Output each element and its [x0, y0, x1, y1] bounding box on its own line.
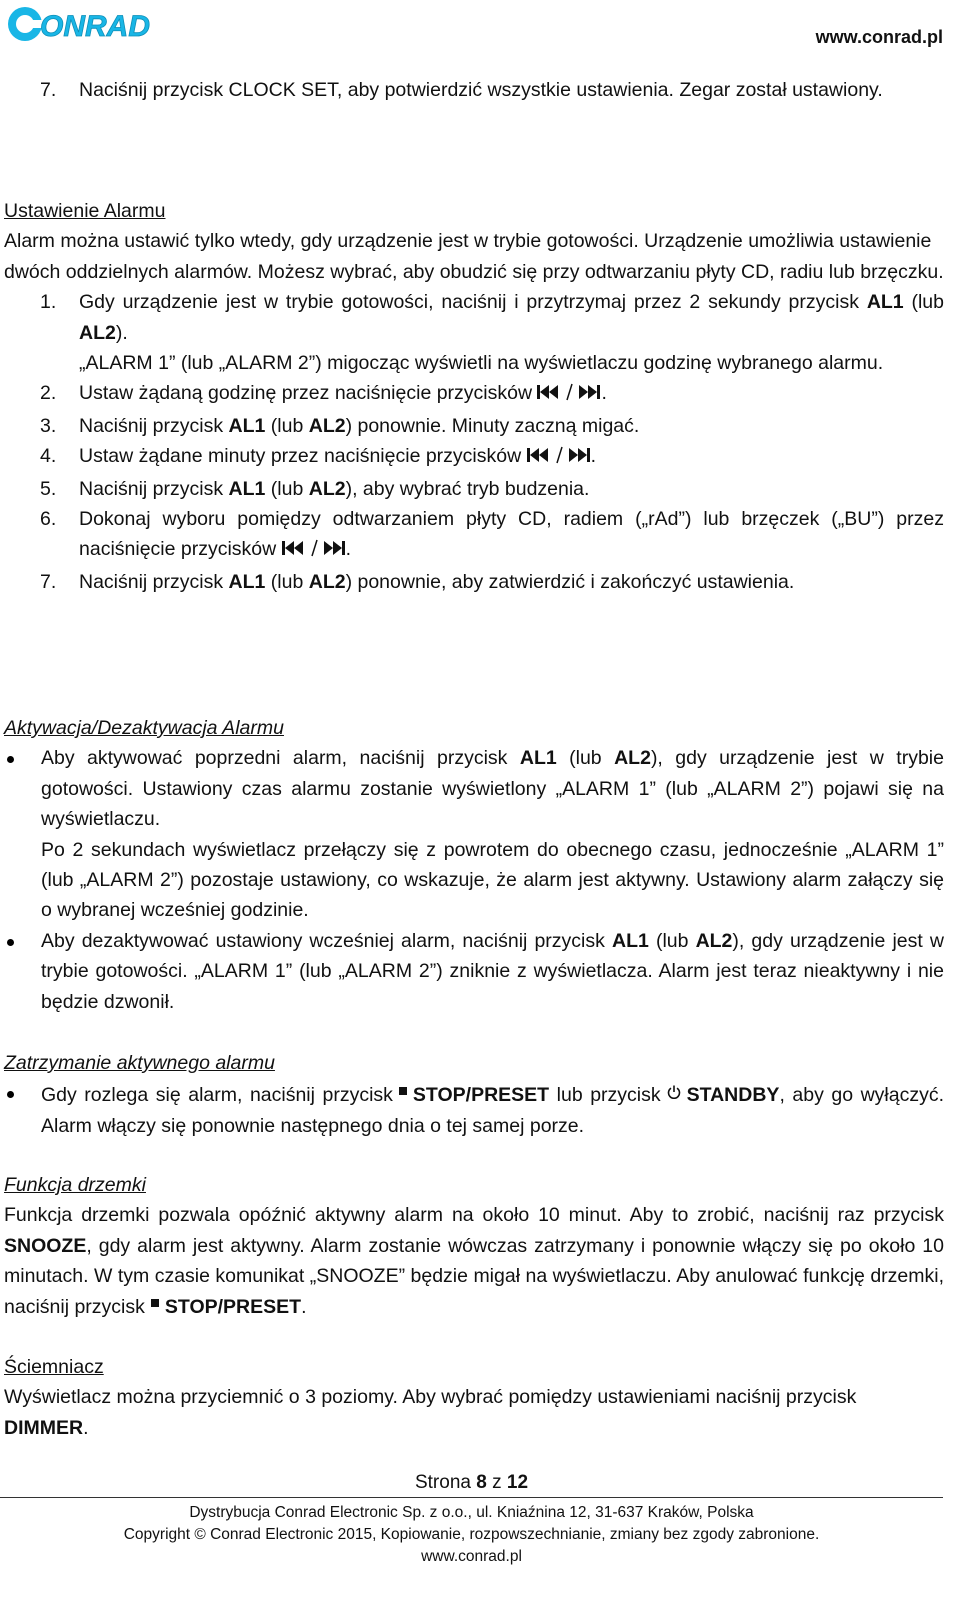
alarm-step-5: [4, 474, 944, 504]
heading-dimmer: Ściemniacz: [4, 1356, 104, 1378]
key-dimmer: DIMMER: [4, 1416, 84, 1439]
alarm-step-6: [4, 504, 944, 567]
snooze-text: [4, 1200, 944, 1322]
step-text: (lub: [265, 570, 309, 593]
step-text: (lub: [265, 477, 309, 500]
stop-icon: [151, 1299, 159, 1307]
alarm-step-1: [4, 287, 944, 348]
bullet-icon: [7, 756, 14, 763]
snooze-text-part: , gdy alarm jest aktywny. Alarm zostanie wówczas zatrzymany i ponownie włączy się po około 10 minutach. W tym czasie komunikat „SNOOZE” będzie migał na wyświetlaczu. Aby anulować funkcję drzemki, naciśnij przycisk: [4, 1234, 944, 1318]
step-text: Gdy urządzenie jest w trybie gotowości, naciśnij i przytrzymaj przez 2 sekundy przycisk: [79, 291, 867, 314]
dimmer-text-part: .: [83, 1416, 89, 1439]
step-number: 2.: [40, 382, 57, 405]
key-al1: AL1: [612, 929, 649, 952]
key-stop-preset: STOP/PRESET: [164, 1295, 302, 1318]
step-text: ) ponownie, aby zatwierdzić i zakończyć ustawienia.: [345, 570, 795, 593]
step-text: Ustaw żądaną godzinę przez naciśnięcie przycisków: [79, 382, 533, 405]
snooze-text-part: Funkcja drzemki pozwala opóźnić aktywny alarm na około 10 minut. Aby to zrobić, naciśnij raz przycisk: [4, 1204, 944, 1227]
bullet-text: Aby aktywować poprzedni alarm, naciśnij przycisk: [41, 747, 520, 770]
heading-activation: Aktywacja/Dezaktywacja Alarmu: [4, 717, 284, 739]
footer-divider: [0, 1497, 943, 1498]
conrad-logo: [6, 4, 162, 44]
power-icon: [667, 1078, 681, 1108]
step-text: .: [590, 445, 597, 468]
alarm-step-3: [4, 411, 944, 441]
step-text: Naciśnij przycisk CLOCK SET, aby potwierdzić wszystkie ustawienia. Zegar został ustawiony.: [79, 79, 883, 101]
alarm-step-7: [4, 567, 944, 597]
bullet-text: (lub: [648, 929, 696, 952]
bullet-icon: [7, 939, 14, 946]
heading-snooze: Funkcja drzemki: [4, 1174, 146, 1196]
key-al1: AL1: [519, 747, 557, 770]
bullet-text: ), gdy urządzenie jest w trybie gotowości. Ustawiony czas alarmu zostanie wyświetlony „ALARM 1” (lub „ALARM 2”) pojawi się na wyświetlaczu.: [41, 747, 944, 831]
alarm-step-2: [4, 378, 944, 410]
key-al1: AL1: [228, 414, 266, 437]
key-snooze: SNOOZE: [4, 1234, 87, 1257]
key-al1: AL1: [228, 477, 266, 500]
key-al1: AL1: [866, 291, 904, 314]
heading-stop-alarm: Zatrzymanie aktywnego alarmu: [4, 1052, 275, 1074]
footer-distributor: Dystrybucja Conrad Electronic Sp. z o.o., ul. Kniaźnina 12, 31-637 Kraków, Polska: [189, 1504, 754, 1521]
dimmer-text: [4, 1382, 944, 1443]
step-text: ) ponownie. Minuty zaczną migać.: [345, 414, 640, 437]
step-text: (lub: [903, 291, 945, 314]
step-number: 5.: [40, 477, 57, 500]
step-number: 7.: [40, 79, 57, 101]
section-alarm-setting: [4, 196, 944, 597]
key-al2: AL2: [308, 414, 346, 437]
key-al2: AL2: [308, 570, 346, 593]
step-number: 3.: [40, 414, 57, 437]
key-al2: AL2: [614, 747, 651, 770]
step-number: 7.: [40, 570, 57, 593]
stop-alarm-bullet: [4, 1078, 944, 1141]
bullet-text: Gdy rozlega się alarm, naciśnij przycisk: [41, 1084, 393, 1107]
page-label: z: [486, 1472, 507, 1493]
site-url[interactable]: www.conrad.pl: [815, 27, 943, 47]
step-7-clock-set: [4, 75, 944, 105]
key-al2: AL2: [79, 321, 116, 344]
bullet-text: ), gdy urządzenie jest w trybie gotowości. „ALARM 1” (lub „ALARM 2”) zniknie z wyświetlacza. Alarm jest teraz nieaktywny i nie będzie dzwonił.: [41, 929, 944, 1013]
footer-copyright: Copyright © Conrad Electronic 2015, Kopiowanie, rozpowszechnianie, zmiany bez zgody zabronione.: [123, 1526, 820, 1543]
key-stop-preset: STOP/PRESET: [412, 1084, 550, 1107]
step-text: Naciśnij przycisk: [79, 414, 229, 437]
alarm-step-1-note: „ALARM 1” (lub „ALARM 2”) migocząc wyświetli na wyświetlaczu godzinę wybranego alarmu.: [79, 352, 884, 375]
bullet-icon: [7, 1091, 14, 1098]
step-number: 6.: [40, 508, 57, 531]
step-text: ).: [115, 321, 128, 344]
step-text: Naciśnij przycisk: [79, 477, 229, 500]
page-total: 12: [506, 1472, 529, 1493]
step-text: (lub: [265, 414, 309, 437]
bullet-text: lub przycisk: [549, 1084, 661, 1107]
key-al2: AL2: [308, 477, 346, 500]
snooze-text-part: .: [301, 1295, 307, 1318]
bullet-text: , aby go wyłączyć. Alarm włączy się ponownie następnego dnia o tej samej porze.: [41, 1084, 944, 1137]
step-text: .: [601, 382, 607, 405]
section-stop-alarm: [4, 1048, 944, 1141]
page-number: [0, 1472, 943, 1494]
section-activation: [4, 713, 944, 1017]
key-al2: AL2: [695, 929, 733, 952]
heading-alarm-setting: Ustawienie Alarmu: [4, 200, 166, 222]
svg-text:ONRAD: ONRAD: [40, 10, 150, 43]
section-snooze: [4, 1170, 944, 1322]
step-text: Dokonaj wyboru pomiędzy odtwarzaniem płyty CD, radiem („rAd”) lub brzęczek („BU”) przez naciśnięcie przycisków: [79, 508, 944, 561]
skip-prev-next-icon: [282, 536, 346, 566]
step-text: Naciśnij przycisk: [79, 570, 229, 593]
bullet-text: Aby dezaktywować ustawiony wcześniej alarm, naciśnij przycisk: [41, 929, 612, 952]
activation-bullet-2: [4, 926, 944, 1017]
activation-bullet-1-cont: Po 2 sekundach wyświetlacz przełączy się z powrotem do obecnego czasu, jednocześnie „ALARM 1” (lub „ALARM 2”) pozostaje ustawiony, co wskazuje, że alarm jest aktywny. Ustawiony alarm załączy się o wybranej wcześniej godzinie.: [41, 838, 944, 922]
activation-bullet-1: [4, 743, 944, 834]
key-standby: STANDBY: [686, 1084, 780, 1107]
step-text: .: [345, 538, 352, 561]
step-number: 4.: [40, 445, 57, 468]
alarm-step-4: [4, 441, 944, 473]
step-text: Ustaw żądane minuty przez naciśnięcie przycisków: [79, 445, 522, 468]
section-dimmer: [4, 1352, 944, 1443]
footer-url[interactable]: www.conrad.pl: [421, 1548, 522, 1565]
dimmer-text-part: Wyświetlacz można przyciemnić o 3 poziomy. Aby wybrać pomiędzy ustawieniami naciśnij przycisk: [4, 1386, 857, 1409]
skip-prev-next-icon: [527, 443, 591, 473]
page-label: Strona: [414, 1472, 477, 1493]
bullet-text: (lub: [556, 747, 615, 770]
step-text: ), aby wybrać tryb budzenia.: [345, 477, 590, 500]
skip-prev-next-icon: [537, 380, 601, 410]
alarm-setting-intro: Alarm można ustawić tylko wtedy, gdy urządzenie jest w trybie gotowości. Urządzenie umożliwia ustawienie dwóch oddzielnych alarmów. Możesz wybrać, aby obudzić się przy odtwarzaniu płyty CD, radiu lub brzęczku.: [4, 230, 944, 283]
page-current: 8: [476, 1472, 487, 1493]
footer-text: [0, 1502, 943, 1568]
step-number: 1.: [40, 291, 57, 314]
key-al1: AL1: [228, 570, 266, 593]
stop-icon: [399, 1087, 407, 1095]
